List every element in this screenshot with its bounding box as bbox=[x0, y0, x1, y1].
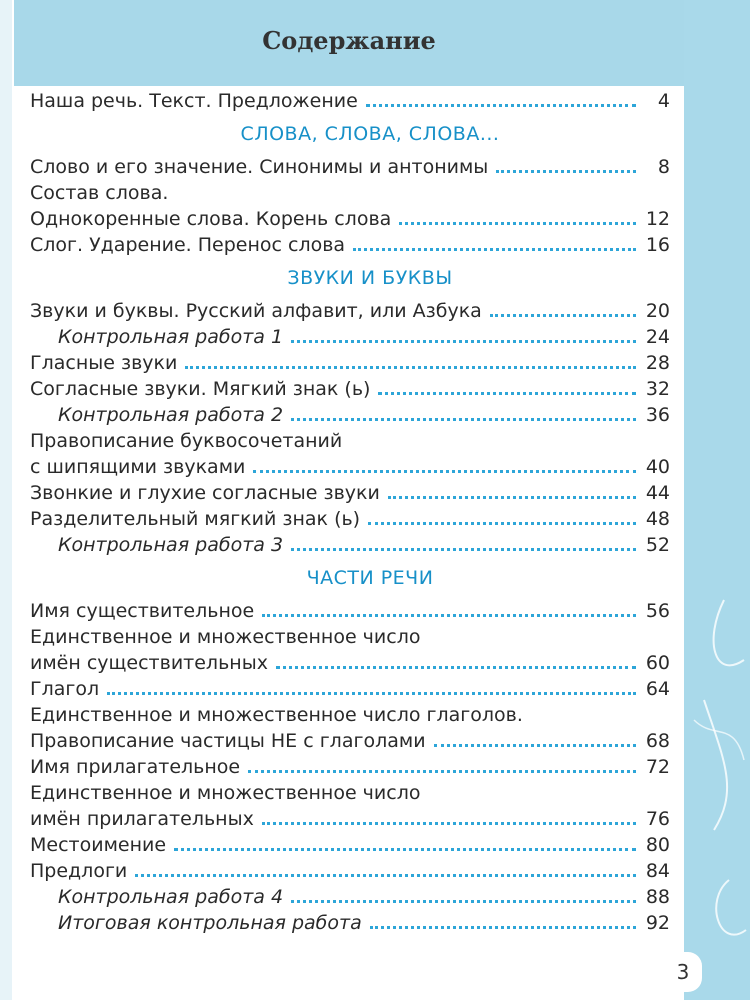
dot-leader bbox=[107, 692, 636, 695]
toc-entry bbox=[30, 298, 670, 324]
dot-leader bbox=[262, 614, 636, 617]
toc-entry-title-line1: Единственное и множественное число bbox=[30, 626, 421, 648]
toc-entry bbox=[30, 676, 670, 702]
toc-entry-line2 bbox=[30, 650, 670, 676]
toc-page-number: 80 bbox=[645, 834, 670, 856]
toc-page-number: 92 bbox=[645, 912, 670, 934]
toc-entry-title-line2: Правописание частицы НЕ с глаголами bbox=[30, 730, 426, 752]
toc-entry-title: Состав слова. bbox=[30, 182, 169, 204]
toc-entry-title: Наша речь. Текст. Предложение bbox=[30, 90, 358, 112]
toc-entry bbox=[30, 780, 670, 832]
dot-leader bbox=[366, 104, 636, 107]
toc-page-number: 84 bbox=[645, 860, 670, 882]
toc-page-number: 24 bbox=[645, 326, 670, 348]
toc-entry bbox=[30, 624, 670, 676]
toc-page-number: 48 bbox=[645, 508, 670, 530]
dot-leader bbox=[434, 744, 636, 747]
dot-leader bbox=[353, 248, 636, 251]
toc-entry-title: Имя существительное bbox=[30, 600, 255, 622]
toc-entry-title: Гласные звуки bbox=[30, 352, 178, 374]
toc-entry-title: Контрольная работа 1 bbox=[58, 326, 284, 348]
dot-leader bbox=[253, 470, 636, 473]
dot-leader bbox=[135, 874, 636, 877]
page-number-badge: 3 bbox=[664, 952, 702, 992]
toc-page-number: 68 bbox=[645, 730, 670, 752]
toc-entry-title: Согласные звуки. Мягкий знак (ь) bbox=[30, 378, 371, 400]
toc-entry-title: Однокоренные слова. Корень слова bbox=[30, 208, 392, 230]
toc-entry-title-line1: Правописание буквосочетаний bbox=[30, 430, 343, 452]
dot-leader bbox=[496, 170, 636, 173]
toc-page-number: 4 bbox=[657, 90, 670, 112]
toc-page-number: 12 bbox=[645, 208, 670, 230]
toc-entry bbox=[30, 428, 670, 480]
toc-entry bbox=[30, 232, 670, 258]
section-heading: ЗВУКИ И БУКВЫ bbox=[287, 267, 453, 289]
toc-entry-title: Глагол bbox=[30, 678, 100, 700]
toc-entry-title: Звуки и буквы. Русский алфавит, или Азбука bbox=[30, 300, 482, 322]
calligraphy-decoration-icon bbox=[684, 0, 750, 1000]
toc-entry-test bbox=[30, 324, 670, 350]
dot-leader bbox=[291, 340, 636, 343]
toc-page-number: 20 bbox=[645, 300, 670, 322]
toc-entry bbox=[30, 506, 670, 532]
toc-entry bbox=[30, 480, 670, 506]
toc-page-number: 60 bbox=[645, 652, 670, 674]
toc-entry bbox=[30, 206, 670, 232]
toc-entry-title: Контрольная работа 2 bbox=[58, 404, 284, 426]
toc-entry-test bbox=[30, 532, 670, 558]
dot-leader bbox=[388, 496, 636, 499]
dot-leader bbox=[399, 222, 636, 225]
toc-page-number: 52 bbox=[645, 534, 670, 556]
toc-entry-test bbox=[30, 402, 670, 428]
toc-entry bbox=[30, 832, 670, 858]
toc-entry-title-line1: Единственное и множественное число bbox=[30, 782, 421, 804]
toc-page-number: 40 bbox=[645, 456, 670, 478]
toc-entry bbox=[30, 180, 670, 206]
toc-page-number: 64 bbox=[645, 678, 670, 700]
toc-entry-title: Контрольная работа 3 bbox=[58, 534, 284, 556]
toc-entry bbox=[30, 754, 670, 780]
toc-entry bbox=[30, 858, 670, 884]
toc-page-number: 16 bbox=[645, 234, 670, 256]
toc-entry-title: Контрольная работа 4 bbox=[58, 886, 284, 908]
section-heading: ЧАСТИ РЕЧИ bbox=[306, 567, 434, 589]
page-title: Содержание bbox=[262, 26, 436, 55]
section-heading: СЛОВА, СЛОВА, СЛОВА... bbox=[240, 123, 500, 145]
dot-leader bbox=[370, 926, 636, 929]
toc-entry-title: Слог. Ударение. Перенос слова bbox=[30, 234, 346, 256]
table-of-contents bbox=[30, 88, 670, 936]
dot-leader bbox=[291, 418, 636, 421]
toc-entry-title: Слово и его значение. Синонимы и антонимы bbox=[30, 156, 489, 178]
toc-entry-title-line2: с шипящими звуками bbox=[30, 456, 246, 478]
dot-leader bbox=[276, 666, 636, 669]
dot-leader bbox=[490, 314, 636, 317]
toc-page-number: 56 bbox=[645, 600, 670, 622]
toc-page-number: 28 bbox=[645, 352, 670, 374]
toc-page-number: 8 bbox=[657, 156, 670, 178]
dot-leader bbox=[291, 548, 636, 551]
toc-page-number: 32 bbox=[645, 378, 670, 400]
toc-page-number: 76 bbox=[645, 808, 670, 830]
toc-entry bbox=[30, 598, 670, 624]
toc-page-number: 36 bbox=[645, 404, 670, 426]
left-margin-band bbox=[0, 0, 12, 1000]
toc-entry bbox=[30, 376, 670, 402]
dot-leader bbox=[291, 900, 636, 903]
toc-entry-test bbox=[30, 884, 670, 910]
toc-entry-line2 bbox=[30, 454, 670, 480]
toc-entry-title: Итоговая контрольная работа bbox=[58, 912, 362, 934]
toc-entry-title-line2: имён существительных bbox=[30, 652, 268, 674]
dot-leader bbox=[262, 822, 636, 825]
toc-page-number: 88 bbox=[645, 886, 670, 908]
dot-leader bbox=[368, 522, 636, 525]
toc-entry-title: Звонкие и глухие согласные звуки bbox=[30, 482, 380, 504]
toc-entry bbox=[30, 350, 670, 376]
toc-entry-title: Имя прилагательное bbox=[30, 756, 241, 778]
toc-entry-title-line2: имён прилагательных bbox=[30, 808, 254, 830]
toc-entry-line2 bbox=[30, 728, 670, 754]
toc-entry-test bbox=[30, 910, 670, 936]
dot-leader bbox=[174, 848, 636, 851]
toc-page-number: 44 bbox=[645, 482, 670, 504]
dot-leader bbox=[248, 770, 636, 773]
toc-entry bbox=[30, 702, 670, 754]
dot-leader bbox=[378, 392, 636, 395]
dot-leader bbox=[185, 366, 636, 369]
toc-entry-line2 bbox=[30, 806, 670, 832]
toc-entry-title-line1: Единственное и множественное число глаголов. bbox=[30, 704, 523, 726]
toc-page-number: 72 bbox=[645, 756, 670, 778]
toc-entry-title: Разделительный мягкий знак (ь) bbox=[30, 508, 361, 530]
toc-entry bbox=[30, 88, 670, 114]
toc-entry bbox=[30, 154, 670, 180]
toc-entry-title: Местоимение bbox=[30, 834, 167, 856]
toc-entry-title: Предлоги bbox=[30, 860, 128, 882]
decorative-side-panel bbox=[684, 0, 750, 1000]
